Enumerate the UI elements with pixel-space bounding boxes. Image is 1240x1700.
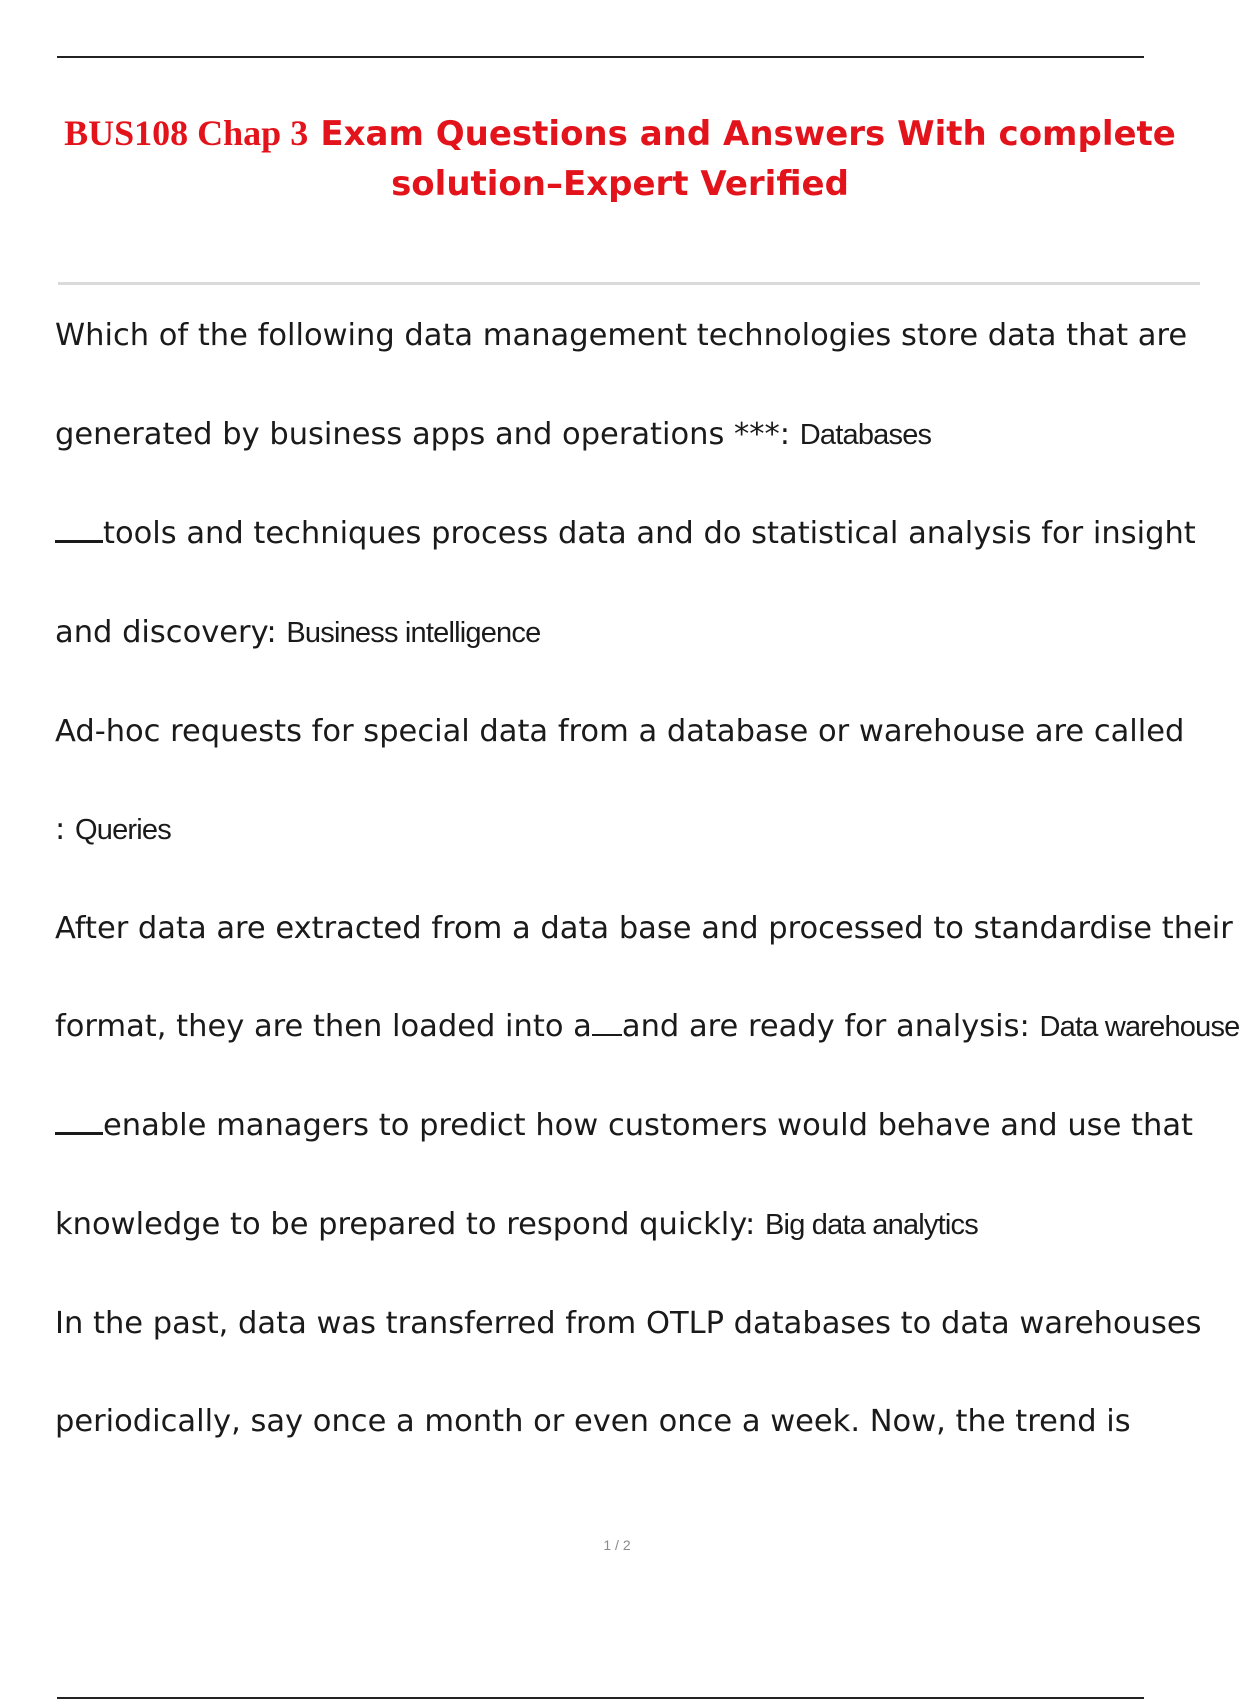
question-4-line-1: After data are extracted from a data base and processed to standardise their xyxy=(55,911,1233,946)
question-2-line-2 xyxy=(55,613,540,653)
title-divider xyxy=(58,282,1200,285)
question-2-line-1 xyxy=(55,514,1196,554)
question-5-answer: Big data analytics xyxy=(765,1209,978,1241)
question-2-text-2: and discovery: xyxy=(55,615,287,650)
question-3-answer: Queries xyxy=(74,814,171,846)
question-5-text: enable managers to predict how customers would behave and use that xyxy=(103,1108,1193,1143)
question-6-line-2: periodically, say once a month or even once a week. Now, the trend is xyxy=(55,1404,1131,1439)
answer-blank xyxy=(592,1034,622,1036)
question-4-text-b: and are ready for analysis: xyxy=(621,1009,1040,1044)
question-1-answer: Databases xyxy=(799,419,932,451)
question-6-line-1: In the past, data was transferred from OTLP databases to data warehouses xyxy=(55,1306,1202,1341)
question-4-answer: Data warehouse xyxy=(1039,1011,1240,1043)
question-1-text: generated by business apps and operations ***: xyxy=(55,417,800,452)
question-4-text-a: format, they are then loaded into a xyxy=(55,1009,592,1044)
question-2-answer: Business intelligence xyxy=(286,617,541,649)
question-3-line-1: Ad-hoc requests for special data from a database or warehouse are called xyxy=(55,714,1185,749)
question-5-line-2 xyxy=(55,1205,978,1245)
question-4-line-2 xyxy=(55,1007,1240,1047)
answer-blank xyxy=(55,1132,103,1135)
question-2-text: tools and techniques process data and do statistical analysis for insight xyxy=(103,516,1196,551)
page-number: 1 / 2 xyxy=(603,1537,631,1553)
answer-blank xyxy=(55,540,103,543)
question-3-line-2 xyxy=(55,810,171,850)
question-5-line-1 xyxy=(55,1106,1193,1146)
top-rule xyxy=(57,56,1144,58)
title-line-1 xyxy=(60,108,1180,159)
bottom-rule xyxy=(57,1697,1144,1699)
title-course-code: BUS108 Chap 3 xyxy=(64,113,309,153)
question-1-line-2 xyxy=(55,415,931,455)
question-3-text: : xyxy=(55,812,75,847)
question-5-text-2: knowledge to be prepared to respond quickly: xyxy=(55,1207,766,1242)
question-1-line-1: Which of the following data management technologies store data that are xyxy=(55,318,1188,353)
title-heading: Exam Questions and Answers With complete xyxy=(320,114,1176,154)
document-title xyxy=(60,108,1180,209)
title-line-2: solution–Expert Verified xyxy=(391,164,849,204)
